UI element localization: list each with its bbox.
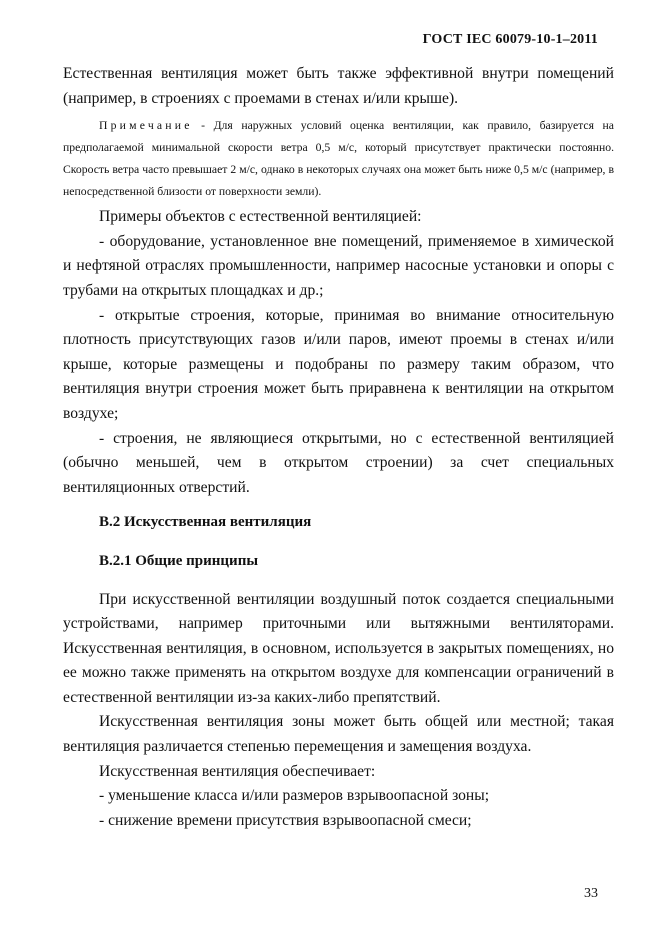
paragraph-artificial-ventilation-general: При искусственной вентиляции воздушный поток создается специальными устройствами, например приточными или вытяжными вентиляторами. Искусственная вентиляция, в основном, используется в закрытых помещениях, но ее можно также применять на открытом воздухе для компенсации ограничений в естественной вентиляции из-за каких-либо препятствий.	[63, 590, 614, 706]
paragraph-artificial-ventilation-types: Искусственная вентиляция зоны может быть общей или местной; такая вентиляция различается степенью перемещения и замещения воздуха.	[63, 713, 614, 756]
note-label: Примечание	[99, 119, 193, 133]
list-item-outdoor-equipment: - оборудование, установленное вне помещений, применяемое в химической и нефтяной отраслях промышленности, например насосные установки и опоры с трубами на открытых площадках и др.;	[63, 232, 614, 299]
document-body	[63, 62, 614, 833]
list-item-closed-buildings: - строения, не являющиеся открытыми, но с естественной вентиляцией (обычно меньшей, чем в открытом строении) за счет специальных вентиляционных отверстий.	[63, 429, 614, 496]
paragraph-artificial-ventilation-provides: Искусственная вентиляция обеспечивает:	[99, 762, 376, 780]
paragraph-examples-intro: Примеры объектов с естественной вентиляцией:	[99, 208, 422, 226]
paragraph-natural-ventilation-indoors: Естественная вентиляция может быть также эффективной внутри помещений (например, в строениях с проемами в стенах и/или крыше).	[63, 65, 614, 107]
note-block	[63, 115, 614, 203]
list-item-open-buildings: - открытые строения, которые, принимая во внимание относительную плотность присутствующих газов и/или паров, имеют проемы в стенах и/или крыше, которые размещены и подобраны по размеру таким образом, что вентиляция внутри строения может быть приравнена к вентиляции на открытом воздухе;	[63, 306, 614, 422]
list-item-zone-reduction: - уменьшение класса и/или размеров взрывоопасной зоны;	[99, 787, 490, 805]
section-heading-b21: В.2.1 Общие принципы	[99, 552, 259, 569]
list-item-time-reduction: - снижение времени присутствия взрывоопасной смеси;	[99, 811, 472, 829]
page-number: 33	[584, 886, 598, 901]
standard-id-header: ГОСТ IEC 60079-10-1–2011	[422, 32, 598, 47]
note-text: - Для наружных условий оценка вентиляции, как правило, базируется на предполагаемой минимальной скорости ветра 0,5 м/с, который присутствует практически постоянно. Скорость ветра часто превышает 2 м/с, однако в некоторых случаях она может быть ниже 0,5 м/с (например, в непосредственной близости от поверхности земли).	[63, 119, 614, 199]
section-heading-b2: В.2 Искусственная вентиляция	[99, 514, 312, 531]
